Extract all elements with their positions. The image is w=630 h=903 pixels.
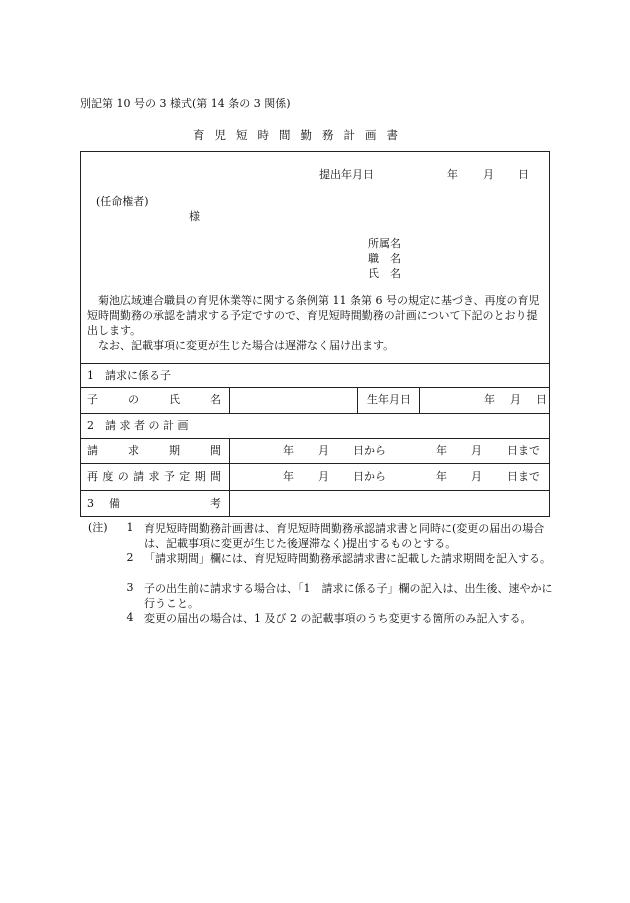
re-period-start-year: 年 [283, 470, 294, 483]
document-title: 育児短時間勤務計画書 [193, 128, 408, 142]
submit-day-label: 日 [518, 168, 529, 181]
child-name-label: 子 の 氏 名 [87, 393, 221, 406]
remarks-label: 備 考 [109, 497, 221, 510]
period-end-until: 日まで [507, 444, 540, 457]
body-text: 菊池広域連合職員の育児休業等に関する条例第 11 条第 6 号の規定に基づき、再度の育児短時間勤務の承認を請求する予定ですので、育児短時間勤務の計画について下記のとおり提出します。 [87, 294, 540, 337]
note-3-text: 子の出生前に請求する場合は、「1 請求に係る子」欄の記入は、出生後、速やかに行うこと。 [144, 582, 553, 610]
position-label: 職 名 [368, 252, 401, 265]
submit-year-label: 年 [447, 168, 458, 181]
note-2-number: 2 [126, 551, 134, 564]
birth-year-label: 年 [484, 393, 495, 406]
re-period-end-year: 年 [436, 470, 447, 483]
name-label: 氏 名 [368, 267, 401, 280]
re-request-period-label: 再 度 の 請 求 予 定 期 間 [87, 470, 221, 483]
period-end-month: 月 [471, 444, 482, 457]
sama-label: 様 [189, 210, 200, 223]
note-4-number: 4 [126, 611, 134, 624]
note-1-text: 育児短時間勤務計画書は、育児短時間勤務承認請求書と同時に(変更の届出の場合は、記載事項に変更が生じた後遅滞なく)提出するものとする。 [144, 522, 545, 550]
section1-heading: 1 請求に係る子 [87, 369, 171, 382]
re-period-start-month: 月 [318, 470, 329, 483]
notes-label: (注) [88, 521, 108, 534]
re-period-end-until: 日まで [507, 470, 540, 483]
request-period-label: 請 求 期 間 [87, 444, 221, 457]
submit-date-label: 提出年月日 [319, 168, 374, 181]
birth-day-label: 日 [536, 393, 547, 406]
re-period-end-month: 月 [471, 470, 482, 483]
note-3-number: 3 [126, 581, 134, 594]
section2-heading: 2 請 求 者 の 計 画 [87, 419, 189, 432]
period-start-from: 日から [353, 444, 386, 457]
period-end-year: 年 [436, 444, 447, 457]
appointer-label: (任命権者) [96, 195, 149, 208]
note-1-number: 1 [126, 521, 134, 534]
body-text-notice: なお、記載事項に変更が生じた場合は遅滞なく届け出ます。 [98, 339, 395, 352]
birth-month-label: 月 [510, 393, 521, 406]
affiliation-label: 所属名 [368, 237, 401, 250]
remarks-field[interactable] [230, 491, 550, 516]
section3-number: 3 [87, 497, 94, 510]
period-start-month: 月 [318, 444, 329, 457]
child-name-field[interactable] [230, 388, 356, 412]
plan-form [80, 151, 550, 517]
period-start-year: 年 [283, 444, 294, 457]
form-reference: 別記第 10 号の 3 様式(第 14 条の 3 関係) [80, 97, 291, 110]
note-2-text: 「請求期間」欄には、育児短時間勤務承認請求書に記載した請求期間を記入する。 [144, 552, 551, 565]
submit-month-label: 月 [483, 168, 494, 181]
birth-date-label: 生年月日 [367, 393, 411, 406]
re-period-start-from: 日から [353, 470, 386, 483]
note-4-text: 変更の届出の場合は、1 及び 2 の記載事項のうち変更する箇所のみ記入する。 [144, 612, 532, 625]
